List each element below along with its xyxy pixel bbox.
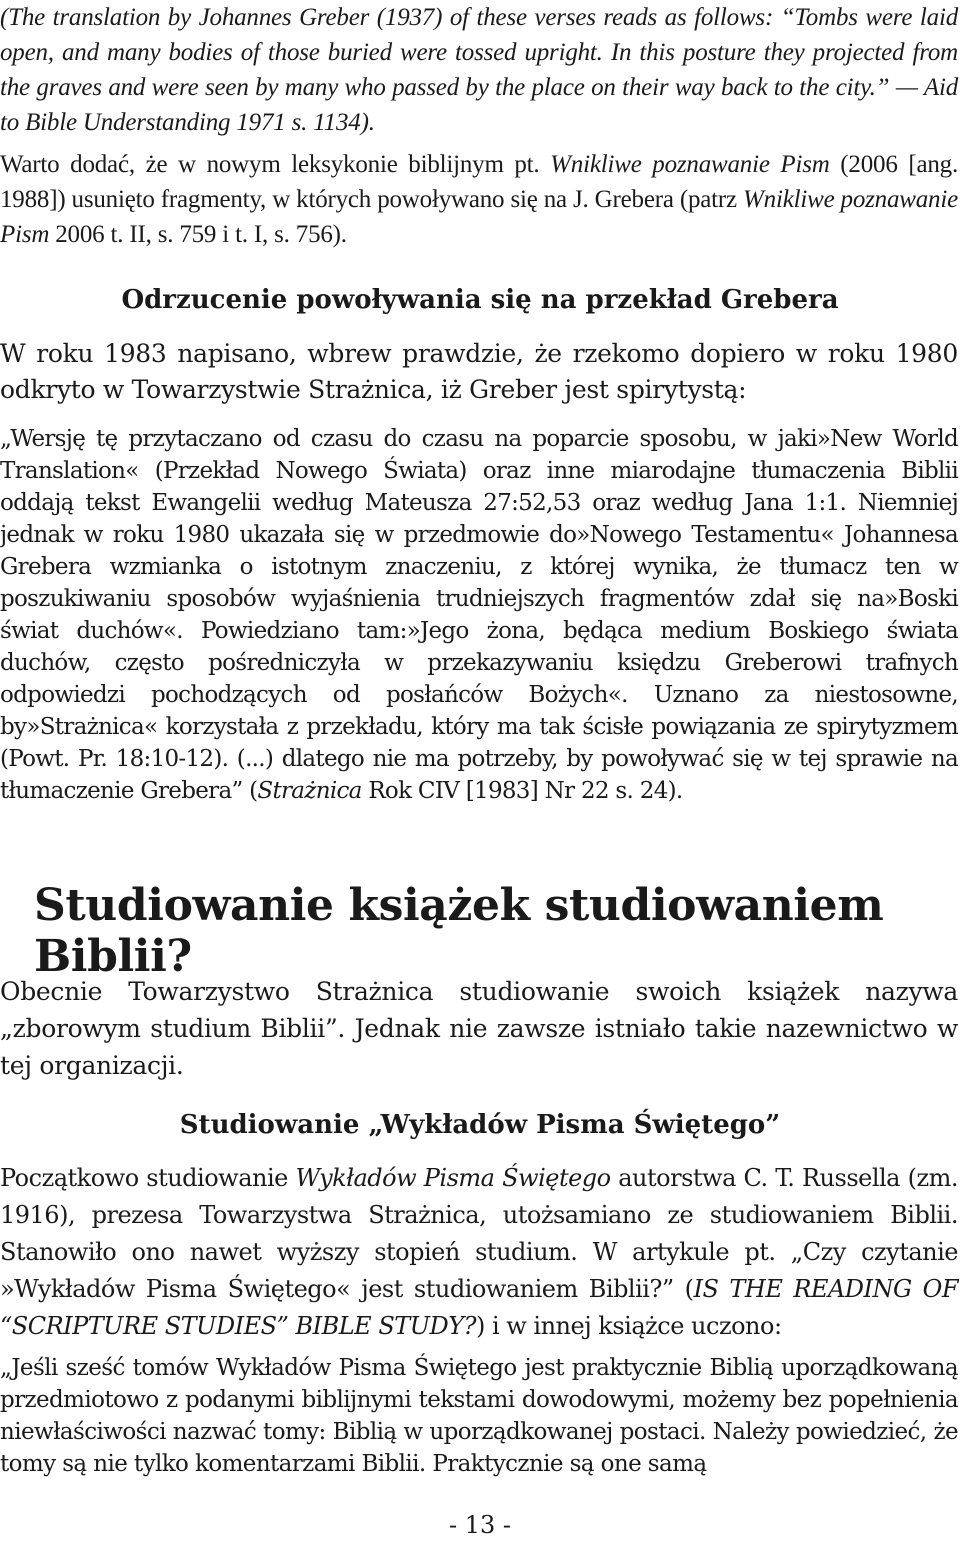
lexicon-note-paragraph — [0, 147, 958, 252]
section3-paragraph — [0, 1160, 958, 1345]
lexicon-title-2: Wnikliwe poznawanie Pism — [0, 186, 958, 248]
section1-intro: W roku 1983 napisano, wbrew prawdzie, że rzekomo dopiero w roku 1980 odkryto w Towarzystwie Strażnica, iż Greber jest spirytystą: — [0, 339, 958, 404]
chapter-title: Studiowanie książek studiowaniem Biblii? — [34, 880, 884, 982]
watchtower-quote-text: „Wersję tę przytaczano od czasu do czasu na poparcie sposobu, w jaki»New World Translation« (Przekład Nowego Świata) oraz inne miarodajne tłumaczenia Biblii oddają tekst Ewangelii według Mateusza 27:52,53 oraz według Jana 1:1. Niemniej jednak w roku 1980 ukazała się w przedmowie do»Nowego Testamentu« Johannesa Grebera wzmianka o istotnym znaczeniu, z której wynika, że tłumacz ten w poszukiwaniu sposobów wyjaśnienia trudniejszych fragmentów zdał się na»Boski świat duchów«. Powiedziano tam:»Jego żona, będąca medium Boskiego świata duchów, często pośredniczyła w przekazywaniu księdzu Greberowi trafnych odpowiedzi pochodzących od posłańców Bożych«. Uznano za niestosowne, by»Strażnica« korzystała z przekładu, który ma tak ścisłe powiązania ze spirytyzmem (Powt. Pr. 18:10-12). (...) dlatego nie ma potrzeby, by powoływać się w tej sprawie na tłumaczenie Grebera” ( — [0, 426, 958, 804]
lexicon-note-text-a: Warto dodać, że w nowym leksykonie biblijnym pt. — [0, 151, 551, 178]
translation-note-text: (The translation by Johannes Greber (1937) of these verses reads as follows: “Tombs were laid open, and many bodies of those buried were tossed upright. In this posture they projected from the graves and were seen by many who passed by the place on their way back to the city.” — Aid to Bible Understanding 1971 s. 1134). — [0, 4, 958, 136]
section3-text-a: Początkowo studiowanie — [0, 1164, 296, 1192]
lexicon-note-text-c: 2006 t. II, s. 759 i t. I, s. 756). — [49, 221, 347, 248]
lexicon-note-text-b: (2006 [ang. 1988]) usunięto fragmenty, w których powoływano się na J. Grebera (patrz — [0, 151, 958, 213]
watchtower-quote-source: Strażnica — [257, 778, 362, 804]
section-heading-greber: Odrzucenie powoływania się na przekład Grebera — [121, 285, 839, 315]
studies-quote: „Jeśli sześć tomów Wykładów Pisma Świętego jest praktycznie Biblią uporządkowaną przedmiotowo z podanymi biblijnymi tekstami dowodowymi, możemy bez popełnienia niewłaściwości nazwać tomy: Biblią w uporządkowanej postaci. Należy powiedzieć, że tomy są nie tylko komentarzami Biblii. Praktycznie są one samą — [0, 1355, 958, 1477]
section2-paragraph: Obecnie Towarzystwo Strażnica studiowanie swoich książek nazywa „zborowym studium Biblii”. Jednak nie zawsze istniało takie nazewnictwo w tej organizacji. — [0, 977, 958, 1080]
lexicon-title-1: Wnikliwe poznawanie Pism — [550, 151, 830, 178]
section3-text-b: autorstwa C. T. Russella (zm. 1916), prezesa Towarzystwa Strażnica, utożsamiano ze studiowaniem Biblii. Stanowiło ono nawet wyższy stopień studium. W artykule pt. „Czy czytanie »Wykładów Pisma Świętego« jest studiowaniem Biblii?” ( — [0, 1164, 958, 1303]
translation-note-paragraph — [0, 0, 958, 140]
watchtower-quote-citation: Rok CIV [1983] Nr 22 s. 24). — [361, 778, 683, 804]
section-heading-studies: Studiowanie „Wykładów Pisma Świętego” — [179, 1110, 781, 1140]
section3-book-title: Wykładów Pisma Świętego — [295, 1164, 611, 1192]
watchtower-quote — [0, 423, 958, 807]
section3-english-title: IS THE READING OF “SCRIPTURE STUDIES” BIBLE STUDY? — [0, 1275, 958, 1340]
section3-text-c: ) i w innej książce uczono: — [475, 1312, 782, 1340]
page-number: - 13 - — [448, 1511, 511, 1539]
